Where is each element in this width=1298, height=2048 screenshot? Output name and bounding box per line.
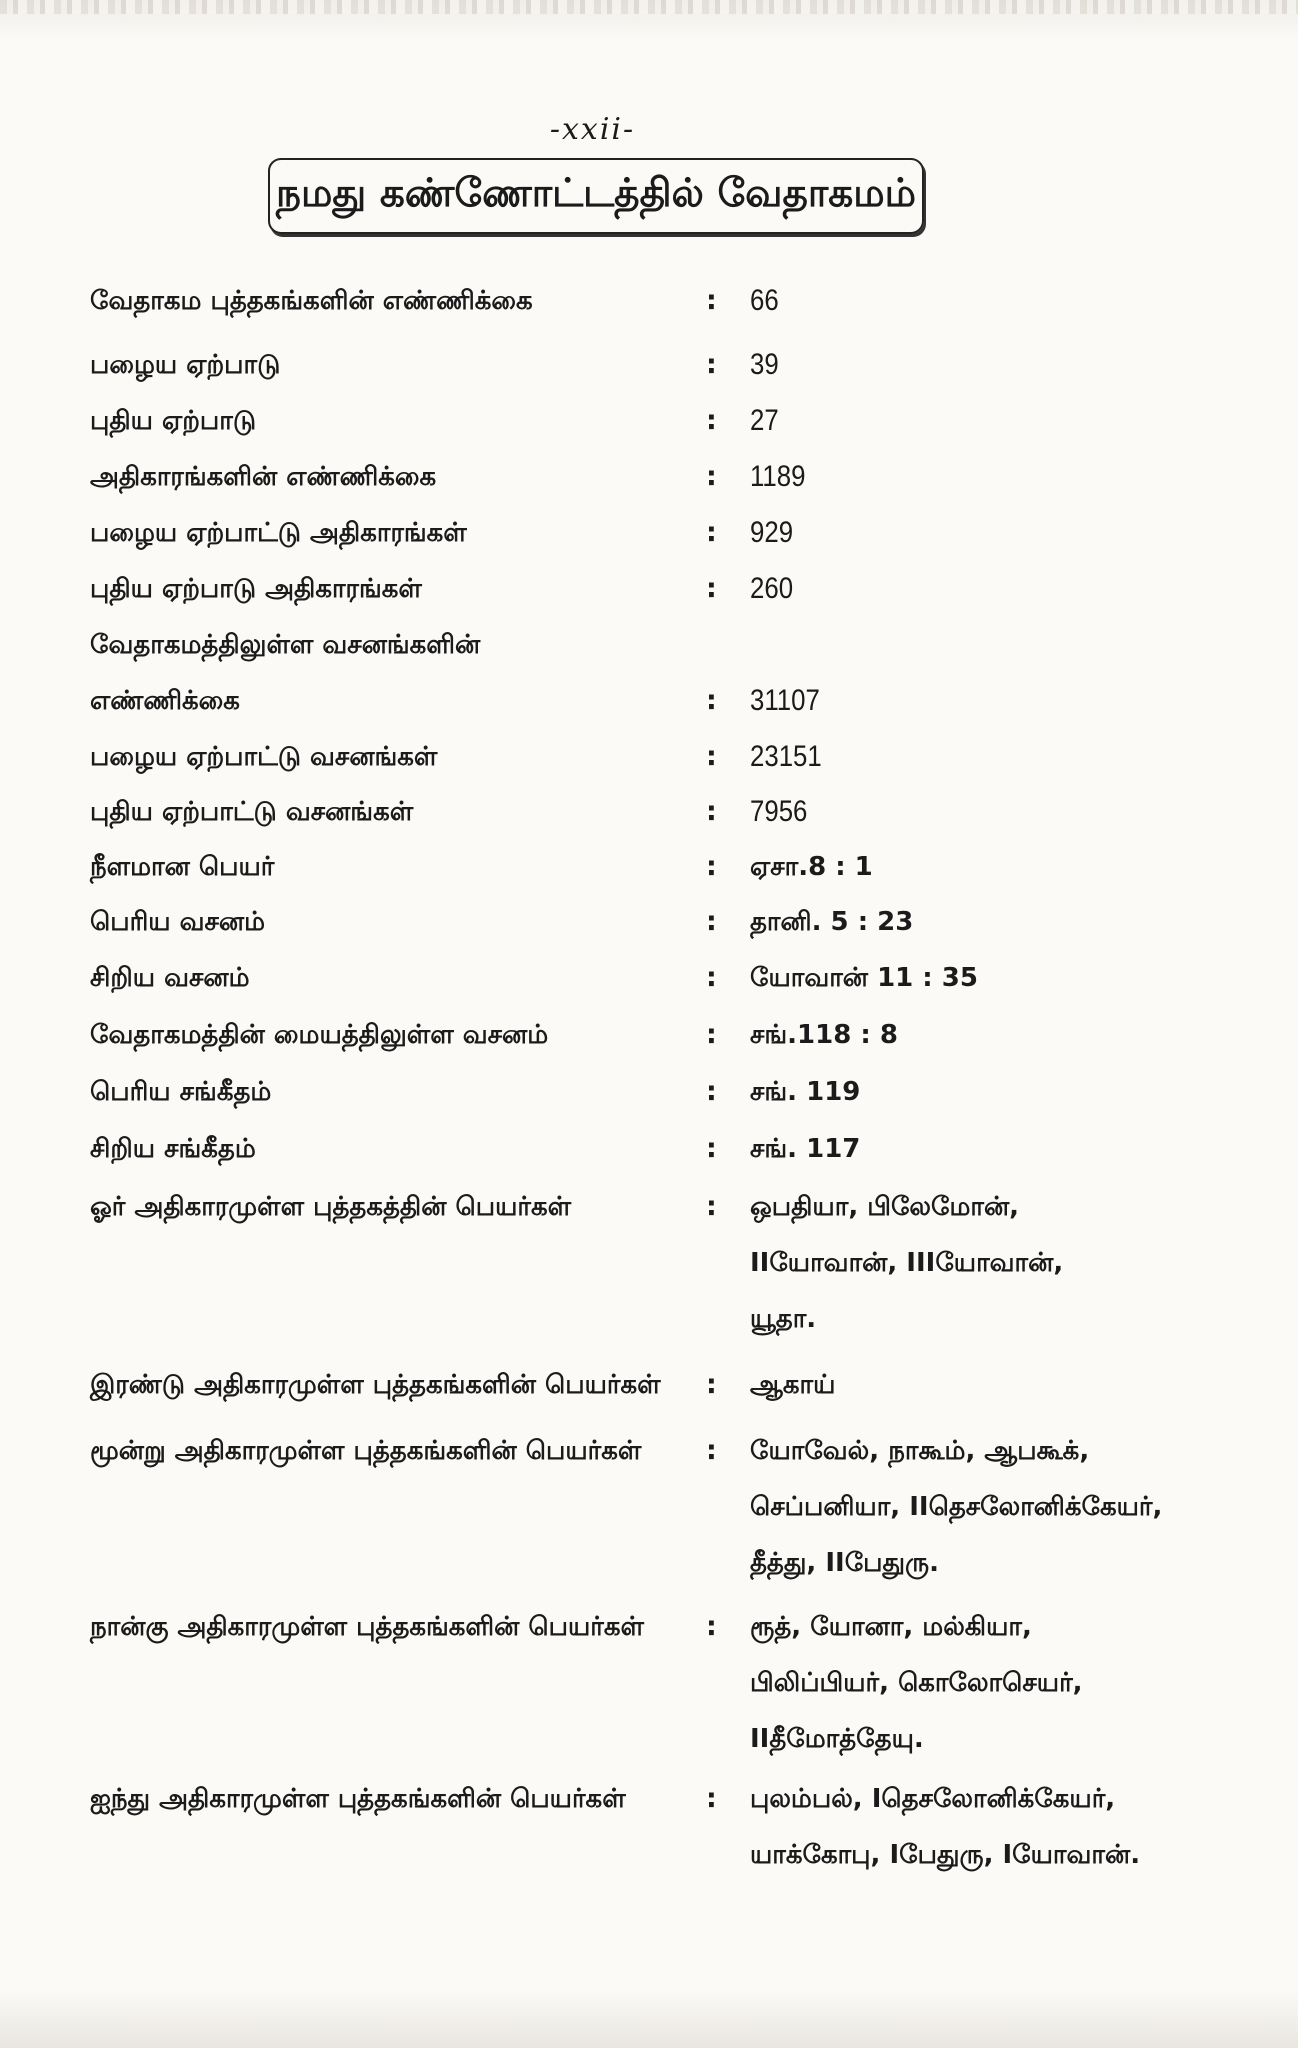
fact-value	[750, 1771, 1140, 1883]
colon-separator: :	[706, 1783, 717, 1814]
fact-label: ஐந்து அதிகாரமுள்ள புத்தகங்களின் பெயர்கள்	[90, 1784, 626, 1814]
fact-label: வேதாகமத்தின் மையத்திலுள்ள வசனம்	[90, 1020, 549, 1050]
fact-label: நீளமான பெயர்	[90, 852, 275, 882]
page-title: நமது கண்ணோட்டத்தில் வேதாகமம்	[276, 171, 916, 216]
value-line: புலம்பல், Iதெசலோனிக்கேயர்,	[750, 1784, 1116, 1814]
colon-separator: :	[706, 285, 717, 316]
fact-value: யோவான் 11 : 35	[750, 963, 978, 993]
value-line: IIயோவான், IIIயோவான்,	[750, 1248, 1064, 1278]
fact-label: சிறிய சங்கீதம்	[90, 1134, 256, 1164]
fact-label: வேதாகம புத்தகங்களின் எண்ணிக்கை	[90, 286, 533, 316]
colon-separator: :	[706, 962, 717, 993]
colon-separator: :	[706, 851, 717, 882]
fact-label: பெரிய சங்கீதம்	[90, 1077, 272, 1107]
fact-label: புதிய ஏற்பாடு அதிகாரங்கள்	[90, 574, 422, 604]
colon-separator: :	[706, 349, 717, 380]
colon-separator: :	[706, 906, 717, 937]
fact-label: இரண்டு அதிகாரமுள்ள புத்தகங்களின் பெயர்கள்	[90, 1370, 661, 1400]
colon-separator: :	[706, 461, 717, 492]
colon-separator: :	[706, 1369, 717, 1400]
fact-value: ஏசா.8 : 1	[750, 852, 873, 882]
fact-value	[750, 1423, 1162, 1591]
colon-separator: :	[706, 405, 717, 436]
colon-separator: :	[706, 1133, 717, 1164]
colon-separator: :	[706, 1019, 717, 1050]
fact-value: 31107	[750, 684, 820, 717]
fact-value: சங்.118 : 8	[750, 1020, 898, 1050]
fact-value: 7956	[750, 795, 808, 828]
fact-value: 929	[750, 516, 794, 549]
value-line: ரூத், யோனா, மல்கியா,	[750, 1612, 1032, 1642]
fact-value: 66	[750, 284, 779, 317]
colon-separator: :	[706, 1611, 717, 1642]
colon-separator: :	[706, 741, 717, 772]
page-number: -xxii-	[549, 112, 636, 147]
value-line: IIதீமோத்தேயு.	[750, 1724, 924, 1754]
fact-value: 23151	[750, 740, 822, 773]
fact-label: பெரிய வசனம்	[90, 907, 266, 937]
colon-separator: :	[706, 517, 717, 548]
value-line: யோவேல், நாகூம், ஆபகூக்,	[750, 1436, 1090, 1466]
fact-value: 27	[750, 404, 779, 437]
fact-label: புதிய ஏற்பாடு	[90, 406, 257, 436]
value-line: தீத்து, IIபேதுரு.	[750, 1548, 940, 1578]
fact-value: 1189	[750, 460, 806, 493]
fact-value: ஆகாய்	[750, 1370, 836, 1400]
fact-label: புதிய ஏற்பாட்டு வசனங்கள்	[90, 797, 414, 827]
fact-label: வேதாகமத்திலுள்ள வசனங்களின்	[90, 630, 481, 660]
fact-label: எண்ணிக்கை	[90, 686, 240, 716]
fact-label: பழைய ஏற்பாட்டு அதிகாரங்கள்	[90, 518, 467, 548]
colon-separator: :	[706, 1191, 717, 1222]
fact-value	[750, 1599, 1083, 1767]
fact-label: சிறிய வசனம்	[90, 963, 250, 993]
fact-value: சங். 119	[750, 1077, 861, 1107]
fact-label: பழைய ஏற்பாடு	[90, 350, 281, 380]
value-line: ஒபதியா, பிலேமோன்,	[750, 1192, 1020, 1222]
colon-separator: :	[706, 573, 717, 604]
value-line: யாக்கோபு, Iபேதுரு, Iயோவான்.	[750, 1840, 1141, 1870]
colon-separator: :	[706, 1076, 717, 1107]
colon-separator: :	[706, 1435, 717, 1466]
fact-label: ஓர் அதிகாரமுள்ள புத்தகத்தின் பெயர்கள்	[90, 1192, 572, 1222]
colon-separator: :	[706, 685, 717, 716]
fact-label: நான்கு அதிகாரமுள்ள புத்தகங்களின் பெயர்கள்	[90, 1612, 644, 1642]
colon-separator: :	[706, 796, 717, 827]
fact-value	[750, 1179, 1063, 1347]
value-line: பிலிப்பியர், கொலோசெயர்,	[750, 1668, 1083, 1698]
fact-value: 260	[750, 572, 794, 605]
fact-value: 39	[750, 348, 779, 381]
fact-label: மூன்று அதிகாரமுள்ள புத்தகங்களின் பெயர்கள்	[90, 1436, 642, 1466]
fact-value: சங். 117	[750, 1134, 861, 1164]
fact-label: பழைய ஏற்பாட்டு வசனங்கள்	[90, 742, 438, 772]
value-line: செப்பனியா, IIதெசலோனிக்கேயர்,	[750, 1492, 1163, 1522]
fact-label: அதிகாரங்களின் எண்ணிக்கை	[90, 462, 437, 492]
fact-value: தானி. 5 : 23	[750, 907, 914, 937]
value-line: யூதா.	[750, 1304, 817, 1334]
